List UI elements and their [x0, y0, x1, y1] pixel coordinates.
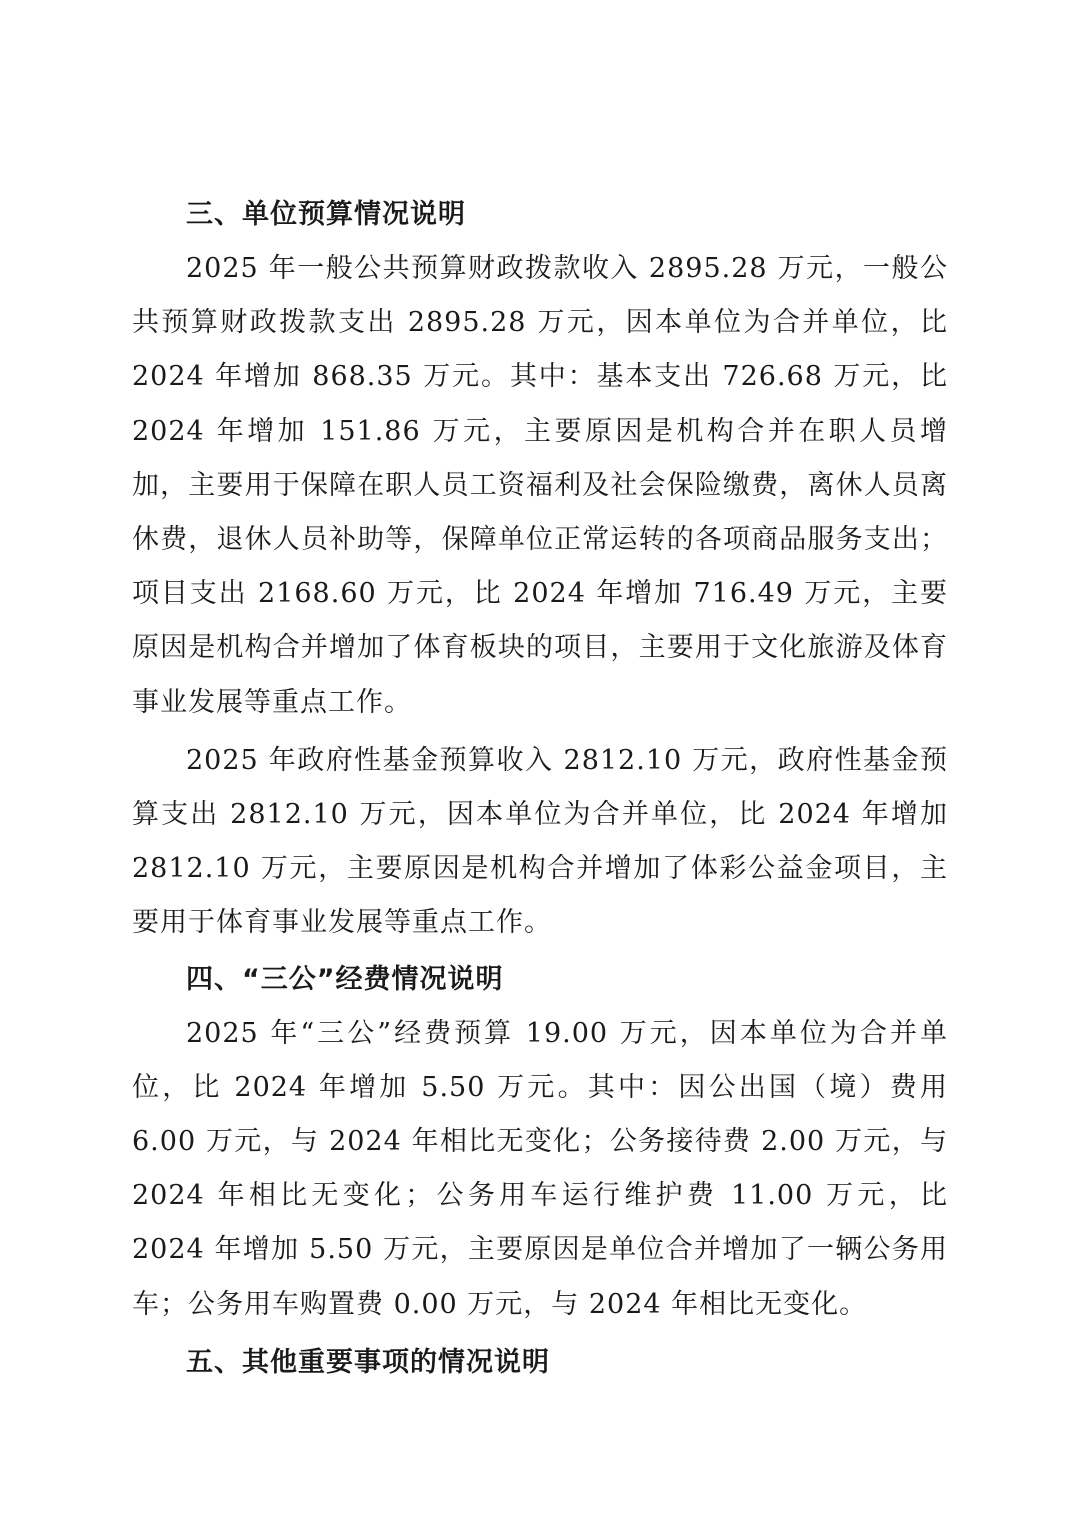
document-page: [132, 188, 948, 1390]
section-heading-unit-budget: 三、单位预算情况说明: [186, 199, 466, 230]
paragraph-three-public-expenses: 2025 年“三公”经费预算 19.00 万元，因本单位为合并单位，比 2024 年增加 5.50 万元。其中：因公出国（境）费用 6.00 万元，与 2024 年相比无变化；公务接待费 2.00 万元，与 2024 年相比无变化；公务用车运行维护费 11.00 万元，比 2024 年增加 5.50 万元，主要原因是单位合并增加了一辆公务用车；公务用车购置费 0.00 万元，与 2024 年相比无变化。: [132, 1017, 948, 1320]
paragraph-government-fund-budget: 2025 年政府性基金预算收入 2812.10 万元，政府性基金预算支出 2812.10 万元，因本单位为合并单位，比 2024 年增加 2812.10 万元，主要原因是机构合并增加了体彩公益金项目，主要用于体育事业发展等重点工作。: [132, 744, 948, 939]
section-heading-three-public-expenses: 四、“三公”经费情况说明: [186, 963, 504, 995]
section-heading-other-matters: 五、其他重要事项的情况说明: [186, 1346, 550, 1378]
paragraph-general-public-budget: 2025 年一般公共预算财政拨款收入 2895.28 万元，一般公共预算财政拨款支出 2895.28 万元，因本单位为合并单位，比 2024 年增加 868.35 万元。其中：基本支出 726.68 万元，比 2024 年增加 151.86 万元，主要原因是机构合并在职人员增加，主要用于保障在职人员工资福利及社会保险缴费，离休人员离休费，退休人员补助等，保障单位正常运转的各项商品服务支出；项目支出 2168.60 万元，比 2024 年增加 716.49 万元，主要原因是机构合并增加了体育板块的项目，主要用于文化旅游及体育事业发展等重点工作。: [132, 253, 948, 718]
